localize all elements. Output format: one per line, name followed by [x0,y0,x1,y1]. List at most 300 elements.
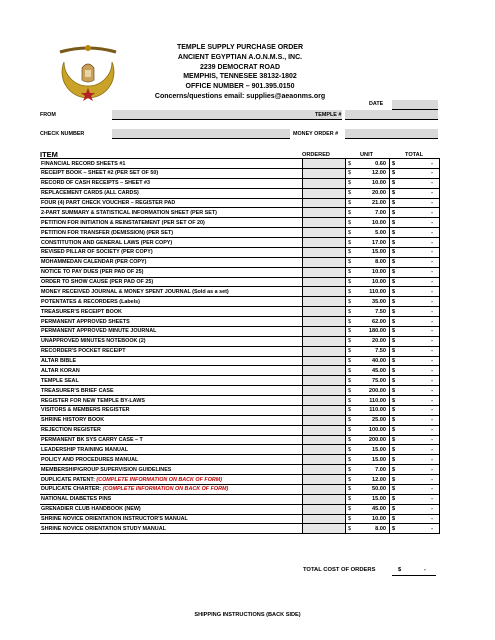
ordered-quantity-field[interactable] [302,495,345,504]
unit-price-cell [345,366,389,375]
total-cost-currency: $ [398,567,402,573]
total-currency: $ [392,358,396,364]
line-total-cell [389,189,440,198]
unit-currency: $ [348,308,352,315]
item-name [41,447,299,453]
item-name-text: 2-PART SUMMARY & STATISTICAL INFORMATION SHEET (PER SET) [41,209,217,216]
total-currency: $ [392,308,396,315]
check-number-field[interactable] [112,129,290,138]
item-name-text: ALTAR KORAN [41,367,80,374]
line-total-cell [389,248,440,257]
item-name [41,289,299,295]
item-name [41,249,299,255]
item-name-text: REPLACEMENT CARDS (ALL CARDS) [41,190,139,197]
ordered-column-header: ORDERED [302,152,330,158]
item-name [41,427,299,433]
total-currency: $ [392,209,396,216]
unit-price-cell [345,445,389,454]
unit-currency: $ [348,200,352,206]
table-row [40,287,440,297]
line-total: - [431,516,433,522]
item-name-text: RECEIPT BOOK – SHEET #2 (PER SET OF 50) [41,170,159,177]
item-note: (COMPLETE INFORMATION ON BACK OF FORM) [102,486,229,493]
unit-currency: $ [348,209,352,216]
item-name-text: SHRINE HISTORY BOOK [41,417,105,424]
ordered-quantity-field[interactable] [302,396,345,405]
line-total: - [431,387,433,394]
ordered-quantity-field[interactable] [302,376,345,385]
unit-price: 62.00 [372,318,386,325]
item-name [41,210,299,216]
item-name [41,437,299,443]
ordered-quantity-field[interactable] [302,169,345,178]
line-total-cell [389,208,440,217]
line-total-cell [389,524,440,533]
unit-price-cell [345,396,389,405]
unit-price: 75.00 [372,377,386,384]
line-total-cell [389,376,440,385]
total-currency: $ [392,427,396,434]
line-total: - [431,190,433,197]
unit-price-cell [345,416,389,425]
unit-currency: $ [348,219,352,226]
total-currency: $ [392,496,396,503]
ordered-quantity-field[interactable] [302,228,345,237]
total-currency: $ [392,279,396,285]
ordered-quantity-field[interactable] [302,357,345,366]
table-row [40,406,440,416]
table-row [40,199,440,209]
table-row [40,436,440,446]
item-name [41,417,299,423]
unit-price: 0.60 [375,160,386,167]
line-total: - [431,170,433,177]
unit-price: 45.00 [372,367,386,374]
unit-price: 10.00 [372,180,386,187]
unit-price: 8.00 [375,259,386,266]
item-name [41,467,299,473]
ordered-quantity-field[interactable] [302,465,345,474]
line-total-cell [389,297,440,306]
unit-currency: $ [348,358,352,364]
unit-price: 7.00 [375,209,386,216]
unit-column-header: UNIT [360,152,374,158]
unit-price-cell [345,406,389,415]
check-underline [112,138,290,139]
item-name-text: PETITION FOR INITIATION & REINSTATEMENT (PER SET OF 20) [41,219,205,226]
item-name [41,269,299,275]
unit-currency: $ [348,466,352,473]
ordered-quantity-field[interactable] [302,524,345,533]
table-row [40,455,440,465]
ordered-quantity-field[interactable] [302,248,345,257]
unit-currency: $ [348,476,352,483]
contact-email: Concerns/questions email: supplies@aeaonms.org [154,92,326,100]
line-total: - [431,437,433,443]
item-name [41,506,299,512]
money-order-field[interactable] [345,129,438,138]
line-total: - [431,456,433,463]
unit-currency: $ [348,249,352,256]
date-field[interactable] [392,100,438,109]
line-total: - [431,229,433,236]
unit-price: 180.00 [368,328,386,335]
total-currency: $ [392,259,396,266]
item-name-text: POTENTATES & RECORDERS (Labels) [41,298,140,305]
line-total: - [431,180,433,187]
table-row [40,426,440,436]
item-name-text: TEMPLE SEAL [41,377,79,384]
total-currency: $ [392,476,396,483]
temple-number-field[interactable] [345,110,438,119]
total-cost-underline [392,575,436,576]
total-currency: $ [392,239,396,246]
unit-price: 21.00 [372,200,386,206]
total-currency: $ [392,200,396,206]
date-label: DATE [369,101,384,107]
unit-price-cell [345,169,389,178]
unit-price: 12.00 [372,476,386,483]
ordered-quantity-field[interactable] [302,406,345,415]
ordered-quantity-field[interactable] [302,416,345,425]
ordered-quantity-field[interactable] [302,327,345,336]
unit-price: 7.00 [375,466,386,473]
line-total-cell [389,505,440,514]
check-number-label: CHECK NUMBER [40,131,85,137]
unit-price-cell [345,248,389,257]
table-row [40,524,440,534]
total-column-header: TOTAL [405,152,424,158]
table-row [40,189,440,199]
unit-price-cell [345,258,389,267]
line-total: - [431,298,433,305]
item-name-text: DUPLICATE PATENT: [41,476,95,483]
item-name [41,388,299,394]
total-currency: $ [392,417,396,424]
unit-price-cell [345,465,389,474]
table-row [40,416,440,426]
table-row [40,515,440,525]
unit-price: 110.00 [369,288,386,295]
total-currency: $ [392,160,396,167]
ordered-quantity-field[interactable] [302,199,345,208]
line-total-cell [389,268,440,277]
total-currency: $ [392,466,396,473]
ordered-quantity-field[interactable] [302,189,345,198]
item-name-text: NOTICE TO PAY DUES (PER PAD OF 25) [41,269,144,276]
ordered-quantity-field[interactable] [302,317,345,326]
item-name-text: LEADERSHIP TRAINING MANUAL [41,446,129,453]
unit-price-cell [345,159,389,168]
item-name-text: ALTAR BIBLE [41,358,77,364]
unit-price-cell [345,376,389,385]
ordered-quantity-field[interactable] [302,436,345,445]
unit-price: 50.00 [372,486,386,493]
line-total-cell [389,317,440,326]
table-row [40,445,440,455]
unit-price: 7.50 [375,308,386,315]
line-total: - [431,476,433,483]
temple-number-label: TEMPLE # [315,112,342,118]
line-total: - [431,308,433,315]
unit-currency: $ [348,259,352,266]
unit-price-cell [345,228,389,237]
line-total: - [431,200,433,206]
item-name [41,358,299,364]
unit-currency: $ [348,377,352,384]
ordered-quantity-field[interactable] [302,485,345,494]
item-name [41,457,299,463]
unit-price: 10.00 [372,279,386,285]
unit-price: 15.00 [372,446,386,453]
unit-price: 10.00 [372,269,386,276]
line-total-cell [389,455,440,464]
unit-price: 5.00 [375,229,386,236]
unit-price-cell [345,317,389,326]
unit-currency: $ [348,160,352,167]
table-row [40,228,440,238]
line-total-cell [389,386,440,395]
line-total: - [431,239,433,246]
unit-price-cell [345,524,389,533]
line-total: - [431,338,433,345]
total-currency: $ [392,367,396,374]
ordered-quantity-field[interactable] [302,287,345,296]
line-total: - [431,259,433,266]
ordered-quantity-field[interactable] [302,455,345,464]
total-currency: $ [392,288,396,295]
total-currency: $ [392,328,396,335]
item-name-text: RECORDER'S POCKET RECEIPT [41,348,126,355]
line-total-cell [389,199,440,208]
unit-price-cell [345,357,389,366]
unit-price-cell [345,436,389,445]
table-row [40,366,440,376]
line-total: - [431,249,433,256]
ordered-quantity-field[interactable] [302,515,345,524]
table-row [40,495,440,505]
table-row [40,208,440,218]
unit-price-cell [345,386,389,395]
unit-currency: $ [348,239,352,246]
table-row [40,337,440,347]
ordered-quantity-field[interactable] [302,445,345,454]
line-total-cell [389,169,440,178]
unit-currency: $ [348,417,352,424]
unit-currency: $ [348,456,352,463]
total-currency: $ [392,269,396,276]
item-name-text: PERMANENT BK SYS CARRY CASE – T [41,437,143,443]
unit-currency: $ [348,338,352,345]
unit-price-cell [345,238,389,247]
line-total-cell [389,475,440,484]
items-table [40,158,440,534]
unit-price-cell [345,347,389,356]
line-total-cell [389,396,440,405]
total-currency: $ [392,506,396,513]
item-name [41,516,299,522]
line-total: - [431,269,433,276]
ordered-quantity-field[interactable] [302,278,345,287]
ordered-quantity-field[interactable] [302,159,345,168]
item-name [41,338,299,344]
total-currency: $ [392,348,396,355]
unit-price: 10.00 [372,516,386,522]
item-name-text: SHRINE NOVICE ORIENTATION STUDY MANUAL [41,525,166,532]
line-total-cell [389,159,440,168]
unit-price: 200.00 [368,387,386,394]
line-total: - [431,318,433,325]
unit-currency: $ [348,407,352,414]
line-total-cell [389,287,440,296]
line-total: - [431,219,433,226]
line-total: - [431,288,433,295]
unit-price-cell [345,485,389,494]
unit-currency: $ [348,348,352,355]
unit-price-cell [345,337,389,346]
item-name-text: DUPLICATE CHARTER: [41,486,102,493]
unit-price-cell [345,475,389,484]
from-label: FROM [40,112,56,118]
ordered-quantity-field[interactable] [302,426,345,435]
item-name [41,200,299,206]
table-row [40,248,440,258]
unit-currency: $ [348,269,352,276]
line-total: - [431,348,433,355]
item-name-text: MOHAMMEDAN CALENDAR (PER COPY) [41,259,147,266]
unit-price: 15.00 [372,456,386,463]
table-row [40,505,440,515]
table-row [40,278,440,288]
ordered-quantity-field[interactable] [302,297,345,306]
table-row [40,376,440,386]
unit-price: 15.00 [372,496,386,503]
ordered-quantity-field[interactable] [302,386,345,395]
unit-price: 12.00 [372,170,386,177]
line-total-cell [389,327,440,336]
table-row [40,396,440,406]
table-row [40,218,440,228]
unit-price-cell [345,208,389,217]
item-name [41,319,299,325]
total-currency: $ [392,219,396,226]
item-name-text: PERMANENT APPROVED MINUTE JOURNAL [41,328,157,335]
ordered-quantity-field[interactable] [302,218,345,227]
unit-price: 45.00 [372,506,386,513]
total-currency: $ [392,249,396,256]
line-total: - [431,377,433,384]
ordered-quantity-field[interactable] [302,238,345,247]
item-name-text: TREASURER'S BRIEF CASE [41,387,114,394]
temple-underline [345,119,438,120]
ordered-quantity-field[interactable] [302,475,345,484]
line-total-cell [389,228,440,237]
unit-price-cell [345,327,389,336]
line-total: - [431,397,433,404]
unit-currency: $ [348,486,352,493]
money-order-underline [345,138,438,139]
line-total-cell [389,357,440,366]
table-row [40,475,440,485]
table-row [40,465,440,475]
ordered-quantity-field[interactable] [302,337,345,346]
shrine-emblem-icon [52,40,124,110]
line-total-cell [389,436,440,445]
unit-price-cell [345,495,389,504]
item-name [41,477,299,483]
unit-price: 8.00 [375,525,386,532]
ordered-quantity-field[interactable] [302,347,345,356]
item-name [41,161,299,167]
item-name [41,486,299,492]
unit-currency: $ [348,437,352,443]
line-total: - [431,209,433,216]
unit-price: 15.00 [372,249,386,256]
unit-currency: $ [348,170,352,177]
unit-price-cell [345,287,389,296]
item-name-text: MEMBERSHIP/GROUP SUPERVISION GUIDELINES [41,466,172,473]
item-name [41,398,299,404]
line-total-cell [389,337,440,346]
unit-currency: $ [348,496,352,503]
total-currency: $ [392,338,396,345]
unit-currency: $ [348,525,352,532]
ordered-quantity-field[interactable] [302,179,345,188]
unit-currency: $ [348,506,352,513]
line-total: - [431,486,433,493]
unit-price-cell [345,179,389,188]
total-currency: $ [392,318,396,325]
item-name [41,368,299,374]
ordered-quantity-field[interactable] [302,258,345,267]
from-field[interactable] [112,110,342,119]
ordered-quantity-field[interactable] [302,366,345,375]
total-currency: $ [392,180,396,187]
item-name-text: SHRINE NOVICE ORIENTATION INSTRUCTOR'S MANUAL [41,516,188,522]
ordered-quantity-field[interactable] [302,268,345,277]
total-currency: $ [392,170,396,177]
ordered-quantity-field[interactable] [302,505,345,514]
line-total: - [431,407,433,414]
total-currency: $ [392,456,396,463]
line-total-cell [389,515,440,524]
table-row [40,159,440,169]
item-name-text: UNAPPROVED MINUTES NOTEBOOK (2) [41,338,146,345]
table-row [40,268,440,278]
ordered-quantity-field[interactable] [302,307,345,316]
item-name [41,309,299,315]
unit-price: 10.00 [372,219,386,226]
item-name-text: MONEY RECEIVED JOURNAL & MONEY SPENT JOURNAL (Sold as a set) [41,288,229,295]
item-name [41,259,299,265]
table-row [40,485,440,495]
total-currency: $ [392,298,396,305]
ordered-quantity-field[interactable] [302,208,345,217]
line-total-cell [389,347,440,356]
total-currency: $ [392,190,396,197]
unit-price: 35.00 [372,298,386,305]
total-currency: $ [392,397,396,404]
unit-price-cell [345,307,389,316]
unit-price: 20.00 [372,190,386,197]
line-total-cell [389,485,440,494]
line-total-cell [389,238,440,247]
item-name-text: NATIONAL DIABETES PINS [41,496,112,503]
unit-price-cell [345,297,389,306]
unit-price-cell [345,426,389,435]
line-total-cell [389,366,440,375]
unit-price: 200.00 [368,437,386,443]
